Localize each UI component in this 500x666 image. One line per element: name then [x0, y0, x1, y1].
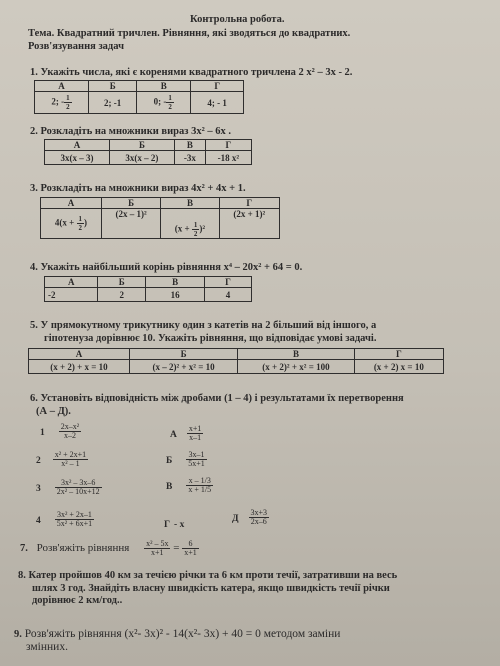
- q2-header-d: Г: [205, 140, 251, 151]
- q6-item-4: 4 $\frac{\text{3x² + 2x–1}}{\text{5x² + 6x+1}}$: [36, 509, 93, 528]
- q4-cell-d: 4: [205, 288, 252, 302]
- q5-header-c: В: [238, 349, 354, 360]
- q1-cell-b: 2; -1: [89, 92, 137, 114]
- q5-header-d: Г: [354, 349, 443, 360]
- q4-header-d: Г: [205, 277, 252, 288]
- q6-option-b: Б $\frac{3x-1}{5x+1}$: [166, 449, 205, 468]
- question-number: 1.: [30, 67, 38, 78]
- q3-cell-d: (2x + 1)²: [219, 209, 279, 239]
- q6-item-3: 3 $\frac{\text{3x² – 3x–6}}{\text{2x² – 10x+12}}$: [36, 477, 100, 496]
- page-title: Контрольна робота.: [190, 14, 285, 25]
- question-text: Розв'яжіть рівняння (x²- 3x)² - 14(x²- 3x) + 40 = 0 методом заміни: [24, 628, 341, 640]
- question-number: 7.: [20, 543, 28, 555]
- question-9: [14, 628, 340, 654]
- question-2: [30, 126, 231, 138]
- question-text-line2: змінних.: [26, 641, 68, 653]
- q5-header-a: А: [29, 349, 130, 360]
- q4-cell-b: 2: [98, 288, 146, 302]
- question-1: [30, 67, 352, 79]
- q5-header-b: Б: [129, 349, 237, 360]
- question-text: Укажіть найбільший корінь рівняння x⁴ – 20x² + 64 = 0.: [40, 262, 303, 273]
- q4-header-c: В: [146, 277, 205, 288]
- question-text: Розкладіть на множники вираз 3x² – 6x .: [40, 126, 231, 137]
- question-7: 7. Розв'яжіть рівняння $\frac{\text{x² – 5x}}{x+1}$ = $\frac{6}{x+1}$: [20, 539, 197, 557]
- q3-header-c: В: [161, 198, 219, 209]
- q6-option-c: В $\frac{x - 1/3}{x + 1/5}$: [166, 475, 212, 494]
- q6-option-e: Д $\frac{3x+3}{2x-6}$: [232, 507, 268, 526]
- question-text-line3: дорівнює 2 км/год..: [32, 595, 123, 606]
- q1-cell-c: 0; - $\frac{1}{2}$: [137, 92, 191, 114]
- q6-item-2: 2 $\frac{\text{x² + 2x+1}}{\text{x² – 1}}$: [36, 449, 87, 468]
- q4-cell-a: -2: [45, 288, 98, 302]
- q1-header-b: Б: [89, 81, 137, 92]
- topic-line: [28, 28, 350, 40]
- q2-header-c: В: [174, 140, 205, 151]
- topic-label: Тема.: [28, 28, 55, 39]
- q3-cell-b: (2x – 1)²: [101, 209, 160, 239]
- q3-cell-c: (x + $\frac{1}{2}$ )²: [161, 209, 219, 239]
- q6-item-1: 1 $\frac{\text{2x–x²}}{x-2}$: [40, 421, 80, 440]
- question-number: 4.: [30, 262, 38, 273]
- q4-header-a: А: [45, 277, 98, 288]
- q3-header-b: Б: [101, 198, 160, 209]
- question-text: Розв'яжіть рівняння: [36, 542, 130, 555]
- q6-option-d: Г - x: [164, 520, 185, 530]
- subtopic: Розв'язування задач: [28, 41, 124, 52]
- q4-answer-table: [44, 276, 252, 302]
- q5-cell-b: (x – 2)² + x² = 10: [129, 360, 237, 374]
- question-text-line2: гіпотенуза дорівнює 10. Укажіть рівняння, що відповідає умові задачі.: [44, 332, 377, 344]
- question-number: 5.: [30, 320, 38, 331]
- q4-cell-c: 16: [146, 288, 205, 302]
- q5-cell-c: (x + 2)² + x² = 100: [238, 360, 354, 374]
- q2-cell-a: 3x(x – 3): [45, 151, 110, 165]
- topic-text: Квадратний тричлен. Рівняння, які зводяться до квадратних.: [56, 28, 351, 39]
- question-text-line1: Катер пройшов 40 км за течією річки та 6 км проти течії, затративши на весь: [28, 570, 398, 581]
- question-8: [18, 570, 397, 608]
- question-6: [30, 393, 404, 418]
- q3-header-d: Г: [219, 198, 279, 209]
- q2-cell-d: -18 x²: [205, 151, 251, 165]
- question-number: 2.: [30, 126, 38, 137]
- question-3: [30, 183, 246, 195]
- q5-answer-table: [28, 348, 444, 374]
- q4-header-b: Б: [98, 277, 146, 288]
- question-number: 3.: [30, 183, 38, 194]
- question-number: 9.: [14, 629, 22, 640]
- question-text-line2: шлях 3 год. Знайдіть власну швидкість катера, якщо швидкість течії річки: [32, 582, 390, 594]
- q1-header-d: Г: [191, 81, 244, 92]
- question-number: 8.: [18, 570, 26, 581]
- question-5: [30, 320, 376, 345]
- q1-header-c: В: [137, 81, 191, 92]
- q6-option-a: А $\frac{x+1}{x-1}$: [170, 423, 202, 442]
- question-text-line1: Установіть відповідність між дробами (1 – 4) і результатами їх перетворення: [40, 393, 404, 404]
- q2-cell-c: -3x: [174, 151, 205, 165]
- q5-cell-a: (x + 2) + x = 10: [29, 360, 130, 374]
- q1-cell-a: 2; - $\frac{1}{2}$: [35, 92, 89, 114]
- q1-header-a: А: [35, 81, 89, 92]
- question-4: [30, 262, 302, 274]
- q3-answer-table: [40, 197, 280, 239]
- q3-header-a: А: [41, 198, 102, 209]
- q3-cell-a: 4(x + $\frac{1}{2}$ ): [41, 209, 102, 239]
- question-text: Розкладіть на множники вираз 4x² + 4x + 1.: [40, 183, 246, 194]
- q2-header-a: А: [45, 140, 110, 151]
- question-text-line1: У прямокутному трикутнику один з катетів на 2 більший від іншого, а: [40, 320, 377, 331]
- q5-cell-d: (x + 2) x = 10: [354, 360, 443, 374]
- question-text-line2: (А – Д).: [36, 405, 71, 417]
- q1-cell-d: 4; - 1: [191, 92, 244, 114]
- question-number: 6.: [30, 393, 38, 404]
- q2-cell-b: 3x(x – 2): [109, 151, 174, 165]
- q2-answer-table: [44, 139, 252, 165]
- question-text: Укажіть числа, які є коренями квадратного тричлена 2 x² – 3x - 2.: [40, 67, 353, 78]
- q2-header-b: Б: [109, 140, 174, 151]
- q1-answer-table: [34, 80, 244, 114]
